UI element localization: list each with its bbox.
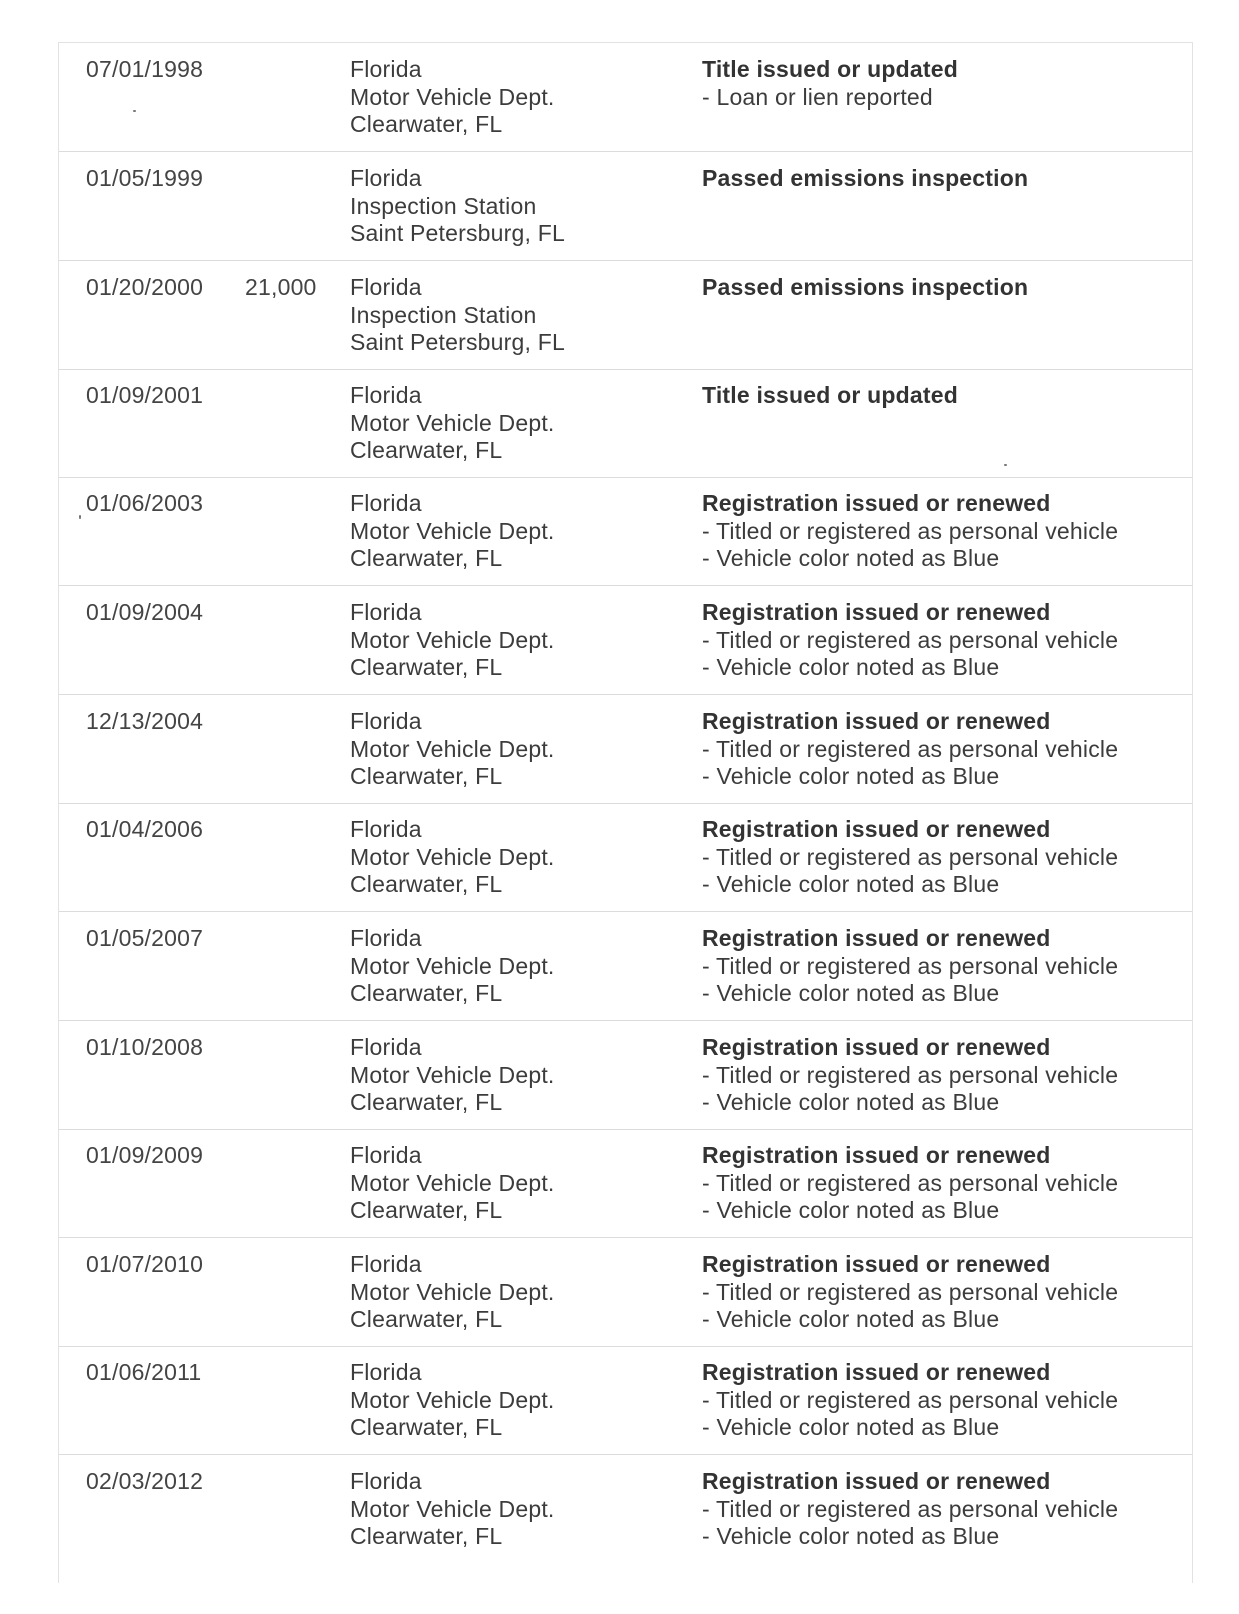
source-line: Florida: [350, 816, 422, 842]
source-line: Clearwater, FL: [350, 111, 503, 137]
record-source: [350, 274, 565, 357]
source-line: Florida: [350, 1359, 422, 1385]
vehicle-history-table: [58, 42, 1193, 1583]
source-line: Motor Vehicle Dept.: [350, 409, 555, 436]
record-details: [702, 165, 1028, 193]
event-title: Title issued or updated: [702, 382, 958, 408]
event-note: - Vehicle color noted as Blue: [702, 871, 1000, 897]
source-line: Motor Vehicle Dept.: [350, 735, 555, 762]
record-source: [350, 599, 555, 682]
table-row: [59, 152, 1192, 261]
record-source: [350, 382, 555, 465]
event-note: - Titled or registered as personal vehicle: [702, 1278, 1119, 1305]
record-source: [350, 1359, 555, 1442]
event-note: - Vehicle color noted as Blue: [702, 1414, 1000, 1440]
scan-speck: [133, 110, 136, 112]
record-source: [350, 816, 555, 899]
record-date: 01/06/2011: [86, 1359, 202, 1385]
event-title: Passed emissions inspection: [702, 274, 1029, 300]
source-line: Florida: [350, 165, 422, 191]
event-title: Title issued or updated: [702, 56, 958, 82]
table-row: [59, 43, 1192, 152]
table-row: [59, 1455, 1192, 1564]
event-title: Registration issued or renewed: [702, 1359, 1051, 1385]
event-title: Registration issued or renewed: [702, 708, 1051, 734]
record-details: [702, 925, 1118, 1008]
record-source: [350, 1142, 555, 1225]
event-note: - Titled or registered as personal vehicle: [702, 1169, 1119, 1196]
table-row: [59, 369, 1192, 478]
table-row: [59, 1238, 1192, 1347]
record-date: 01/20/2000: [86, 274, 204, 300]
source-line: Saint Petersburg, FL: [350, 329, 565, 355]
source-line: Motor Vehicle Dept.: [350, 626, 555, 653]
record-source: [350, 1468, 555, 1551]
source-line: Clearwater, FL: [350, 654, 503, 680]
event-note: - Vehicle color noted as Blue: [702, 1089, 1000, 1115]
source-line: Florida: [350, 490, 422, 516]
source-line: Motor Vehicle Dept.: [350, 952, 555, 979]
source-line: Motor Vehicle Dept.: [350, 83, 555, 110]
record-details: [702, 1142, 1118, 1225]
source-line: Motor Vehicle Dept.: [350, 1495, 555, 1522]
record-source: [350, 490, 555, 573]
event-note: - Titled or registered as personal vehicle: [702, 843, 1119, 870]
event-title: Registration issued or renewed: [702, 1251, 1051, 1277]
source-line: Florida: [350, 708, 422, 734]
source-line: Inspection Station: [350, 301, 537, 328]
event-title: Registration issued or renewed: [702, 490, 1051, 516]
source-line: Motor Vehicle Dept.: [350, 1386, 555, 1413]
record-date: 07/01/1998: [86, 56, 204, 82]
record-source: [350, 56, 555, 139]
record-details: [702, 490, 1118, 573]
source-line: Motor Vehicle Dept.: [350, 1169, 555, 1196]
table-row: [59, 477, 1192, 586]
event-note: - Titled or registered as personal vehicle: [702, 1495, 1119, 1522]
source-line: Clearwater, FL: [350, 1306, 503, 1332]
event-title: Passed emissions inspection: [702, 165, 1029, 191]
record-details: [702, 1251, 1118, 1334]
table-row: [59, 1021, 1192, 1130]
source-line: Florida: [350, 1034, 422, 1060]
source-line: Clearwater, FL: [350, 437, 503, 463]
table-row: [59, 803, 1192, 912]
table-row: [59, 261, 1192, 370]
event-title: Registration issued or renewed: [702, 1034, 1051, 1060]
source-line: Florida: [350, 1142, 422, 1168]
record-source: [350, 165, 565, 248]
record-date: 02/03/2012: [86, 1468, 204, 1494]
source-line: Clearwater, FL: [350, 1089, 503, 1115]
table-row: [59, 586, 1192, 695]
event-note: - Vehicle color noted as Blue: [702, 1306, 1000, 1332]
source-line: Clearwater, FL: [350, 1414, 503, 1440]
record-details: [702, 1359, 1118, 1442]
record-source: [350, 708, 555, 791]
source-line: Clearwater, FL: [350, 545, 503, 571]
record-details: [702, 816, 1118, 899]
source-line: Clearwater, FL: [350, 871, 503, 897]
event-note: - Vehicle color noted as Blue: [702, 654, 1000, 680]
event-note: - Titled or registered as personal vehicle: [702, 1061, 1119, 1088]
record-details: [702, 1468, 1118, 1551]
record-details: [702, 708, 1118, 791]
event-note: - Titled or registered as personal vehicle: [702, 735, 1119, 762]
record-details: [702, 56, 958, 111]
event-title: Registration issued or renewed: [702, 925, 1051, 951]
source-line: Clearwater, FL: [350, 1197, 503, 1223]
event-note: - Titled or registered as personal vehicle: [702, 626, 1119, 653]
event-note: - Titled or registered as personal vehicle: [702, 1386, 1119, 1413]
record-date: 01/06/2003: [86, 490, 204, 516]
event-note: - Vehicle color noted as Blue: [702, 1197, 1000, 1223]
scan-speck: [1004, 464, 1007, 466]
table-row: [59, 1346, 1192, 1455]
table-row: [59, 1129, 1192, 1238]
record-date: 01/09/2004: [86, 599, 204, 625]
source-line: Saint Petersburg, FL: [350, 220, 565, 246]
event-title: Registration issued or renewed: [702, 1468, 1051, 1494]
source-line: Florida: [350, 925, 422, 951]
record-source: [350, 1034, 555, 1117]
source-line: Florida: [350, 274, 422, 300]
table-row: [59, 912, 1192, 1021]
source-line: Florida: [350, 599, 422, 625]
source-line: Clearwater, FL: [350, 1523, 503, 1549]
source-line: Motor Vehicle Dept.: [350, 1061, 555, 1088]
event-note: - Loan or lien reported: [702, 83, 933, 110]
event-title: Registration issued or renewed: [702, 816, 1051, 842]
record-source: [350, 1251, 555, 1334]
source-line: Clearwater, FL: [350, 980, 503, 1006]
record-details: [702, 382, 958, 410]
event-title: Registration issued or renewed: [702, 1142, 1051, 1168]
source-line: Motor Vehicle Dept.: [350, 1278, 555, 1305]
event-note: - Titled or registered as personal vehicle: [702, 517, 1119, 544]
event-note: - Titled or registered as personal vehicle: [702, 952, 1119, 979]
record-details: [702, 274, 1028, 302]
record-date: 12/13/2004: [86, 708, 204, 734]
source-line: Florida: [350, 1468, 422, 1494]
record-date: 01/05/1999: [86, 165, 204, 191]
source-line: Florida: [350, 382, 422, 408]
record-date: 01/10/2008: [86, 1034, 204, 1060]
event-note: - Vehicle color noted as Blue: [702, 545, 1000, 571]
record-date: 01/09/2009: [86, 1142, 204, 1168]
event-note: - Vehicle color noted as Blue: [702, 980, 1000, 1006]
source-line: Clearwater, FL: [350, 763, 503, 789]
source-line: Inspection Station: [350, 192, 537, 219]
source-line: Motor Vehicle Dept.: [350, 843, 555, 870]
record-date: 01/09/2001: [86, 382, 204, 408]
record-source: [350, 925, 555, 1008]
record-date: 01/07/2010: [86, 1251, 204, 1277]
event-title: Registration issued or renewed: [702, 599, 1051, 625]
source-line: Florida: [350, 56, 422, 82]
record-date: 01/04/2006: [86, 816, 204, 842]
record-odometer: 21,000: [245, 274, 317, 300]
record-date: 01/05/2007: [86, 925, 204, 951]
scan-speck: [79, 515, 81, 519]
event-note: - Vehicle color noted as Blue: [702, 763, 1000, 789]
record-details: [702, 1034, 1118, 1117]
event-note: - Vehicle color noted as Blue: [702, 1523, 1000, 1549]
table-row: [59, 695, 1192, 804]
source-line: Florida: [350, 1251, 422, 1277]
source-line: Motor Vehicle Dept.: [350, 517, 555, 544]
record-details: [702, 599, 1118, 682]
